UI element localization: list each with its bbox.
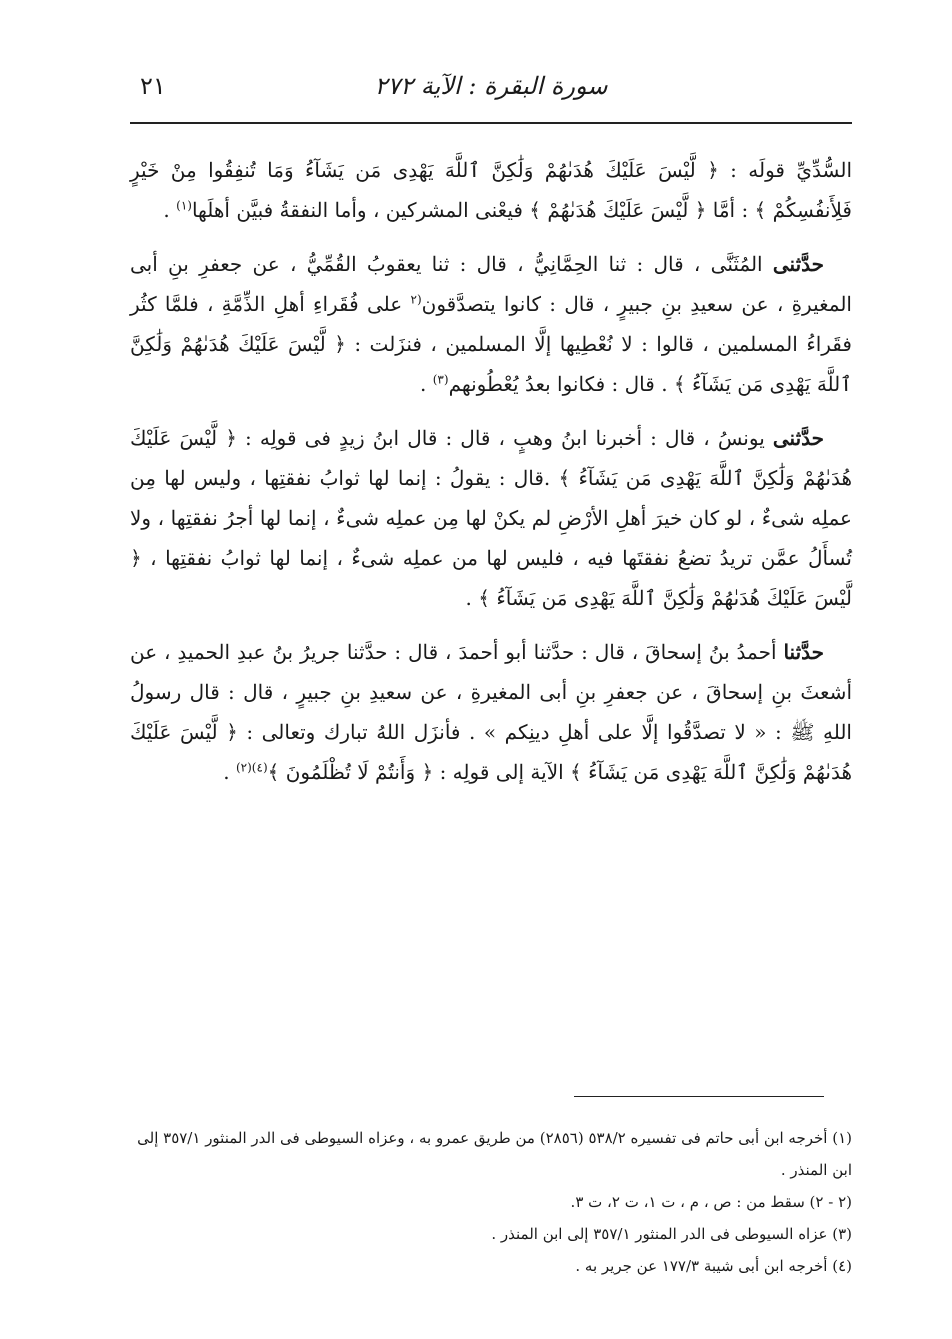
page-header [130,72,852,112]
paragraph-4 [130,632,852,792]
footnote-ref-3: (٣) [432,372,449,387]
footnote-ref-2: (٢ [410,292,422,307]
paragraph-2-text-b: على فُقَراءِ أهلِ الذِّمَّةِ ، فلمَّا كثُر فقَراءُ المسلمين ، قالوا : لا نُعْطِيها إلَّا المسلمين ، فنزَلت : ﴿ لَّيْسَ عَلَيْكَ هُدَىٰهُمْ وَلَٰكِنَّ ٱللَّهَ يَهْدِى مَن يَشَآءُ ﴾ . قال : فكانوا بعدُ يُعْطُونهم [130,292,852,396]
paragraph-4-text: أحمدُ بنُ إسحاقَ ، قال : حدَّثنا أبو أحمدَ ، قال : حدَّثنا جريرُ بنُ عبدِ الحميدِ ، عن أشعثَ بنِ إسحاقَ ، عن جعفرِ بنِ أبى المغيرةِ ، عن سعيدِ بنِ جبيرٍ ، قال : قال رسولُ اللهِ ﷺ : « لا تصدَّقُوا إلَّا على أهلِ دينِكم » . فأنزَل اللهُ تبارك وتعالى : ﴿ لَّيْسَ عَلَيْكَ هُدَىٰهُمْ وَلَٰكِنَّ ٱللَّهَ يَهْدِى مَن يَشَآءُ ﴾ الآية إلى قولِه : ﴿ وَأَنتُمْ لَا تُظْلَمُونَ ﴾ [130,640,852,784]
paragraph-3-text: يونسُ ، قال : أخبرنا ابنُ وهبٍ ، قال : قال ابنُ زيدٍ فى قولِه : ﴿ لَّيْسَ عَلَيْكَ هُدَىٰهُمْ وَلَٰكِنَّ ٱللَّهَ يَهْدِى مَن يَشَآءُ ﴾ .قال : يقولُ : إنما لها ثوابُ نفقتِها ، وليس لها مِن عملِه شىءٌ ، لو كان خيرَ أهلِ الأرْضِ لم يكنْ لها مِن عملِه شىءٌ ، إنما لها أجرُ نفقتِها ، ولا تُسأَلُ عمَّن تريدُ تضعُ نفقتَها فيه ، فليس لها من عملِه شىءٌ ، إنما لها ثوابُ نفقتِها ، ﴿ لَّيْسَ عَلَيْكَ هُدَىٰهُمْ وَلَٰكِنَّ ٱللَّهَ يَهْدِى مَن يَشَآءُ ﴾ . [130,426,852,610]
paragraph-2 [130,244,852,404]
footnotes [130,1122,852,1282]
footnote-3: (٣) عزاه السيوطى فى الدر المنثور ٣٥٧/١ إلى ابن المنذر . [491,1225,852,1243]
paragraph-1-text: السُّدِّيِّ قولَه : ﴿ لَّيْسَ عَلَيْكَ هُدَىٰهُمْ وَلَٰكِنَّ ٱللَّهَ يَهْدِى مَن يَشَآءُ وَمَا تُنفِقُوا مِنْ خَيْرٍ فَلِأَنفُسِكُمْ ﴾ : أمَّا ﴿ لَّيْسَ عَلَيْكَ هُدَىٰهُمْ ﴾ فيعْنى المشركين ، وأما النفقةُ فبيَّن أهلَها [130,158,852,222]
paragraph-3-narrator: حدَّثنى [772,426,824,450]
paragraph-1-end: . [163,198,177,222]
footnote-ref-4: (٤)(٢) [235,760,268,775]
footnote-2: (٢ - ٢) سقط من : ص ، م ، ت ١، ت ٢، ت ٣. [570,1193,852,1211]
paragraph-4-end: . [223,760,236,784]
footnote-separator [574,1096,824,1097]
paragraph-3 [130,418,852,618]
footnote-ref-1: (١) [176,198,192,213]
footnote-1: (١) أخرجه ابن أبى حاتم فى تفسيره ٥٣٨/٢ (٢٨٥٦) من طريق عمرو به ، وعزاه السيوطى فى الدر المنثور ٣٥٧/١ إلى ابن المنذر . [137,1129,852,1179]
main-text [130,150,852,806]
header-rule [130,122,852,124]
paragraph-2-end: . [420,372,433,396]
paragraph-4-narrator: حدَّثنا [783,640,824,664]
paragraph-2-text-a: المُثَنَّى ، قال : ثنا الحِمَّانِيُّ ، قال : ثنا يعقوبُ القُمِّيُّ ، عن جعفرِ بنِ أبى المغيرةِ ، عن سعيدِ بنِ جبيرٍ ، قال : كانوا يتصدَّقون [130,252,852,316]
page-number: ٢١ [140,72,166,100]
paragraph-1 [130,150,852,230]
paragraph-2-narrator: حدَّثنى [772,252,824,276]
running-title: سورة البقرة : الآية ٢٧٢ [374,72,608,100]
footnote-4: (٤) أخرجه ابن أبى شيبة ١٧٧/٣ عن جرير به . [575,1257,852,1275]
